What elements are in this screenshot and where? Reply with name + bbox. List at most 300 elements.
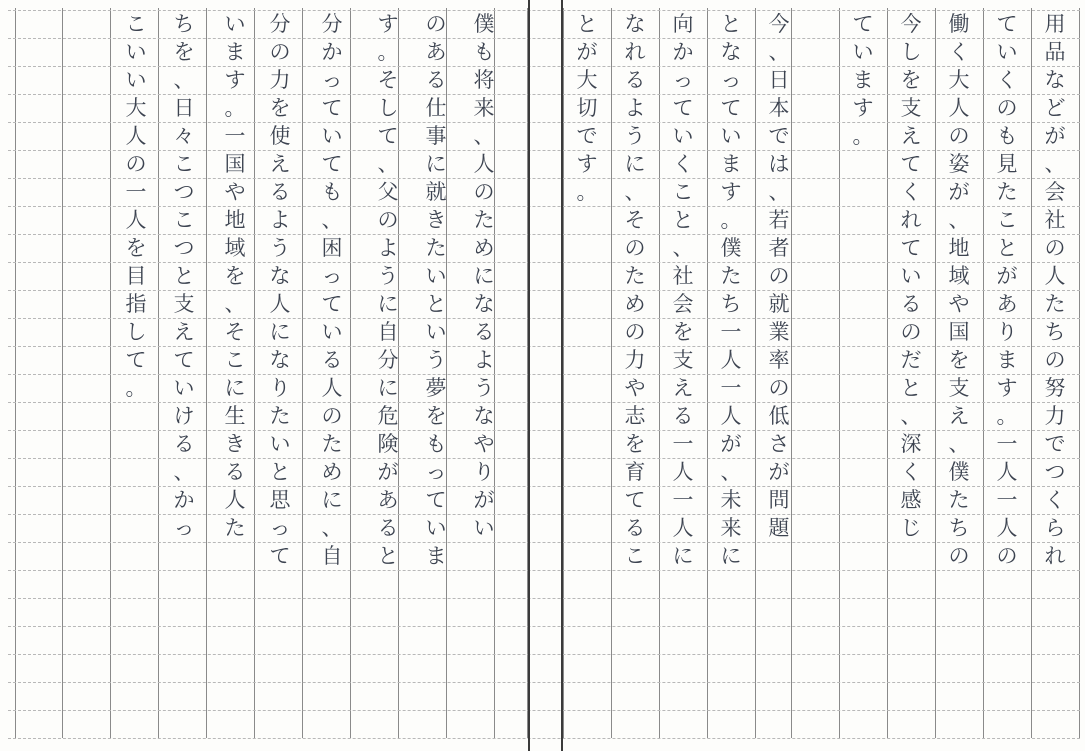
manuscript-char: 未 [720,488,742,512]
manuscript-char: 向 [672,12,694,36]
manuscript-char: て [672,96,694,120]
page-gutter-right [561,0,563,751]
manuscript-char: よ [473,348,495,372]
manuscript-char: 問 [768,488,790,512]
manuscript-char: 生 [224,404,246,428]
manuscript-char: 努 [1044,376,1066,400]
grid-column-line [935,8,936,738]
manuscript-char: こ [624,544,646,568]
manuscript-char: て [269,544,291,568]
right-page-column-5 [841,10,885,738]
manuscript-char: を [948,348,970,372]
grid-column-line [110,8,111,738]
manuscript-char: の [1044,236,1066,260]
manuscript-char: が [1044,124,1066,148]
manuscript-char: っ [173,516,195,540]
manuscript-char: 、 [321,516,343,540]
manuscript-char: も [473,40,495,64]
manuscript-char: 、 [473,124,495,148]
manuscript-char: か [672,40,694,64]
manuscript-char: ま [852,68,874,92]
manuscript-char: て [624,488,646,512]
grid-column-line [659,8,660,738]
manuscript-char: 用 [1044,12,1066,36]
manuscript-char: き [224,432,246,456]
grid-column-line [1031,8,1032,738]
manuscript-char: て [377,124,399,148]
manuscript-char: 僕 [948,460,970,484]
manuscript-char: ま [720,152,742,176]
manuscript-char: め [321,460,343,484]
manuscript-char: 分 [321,12,343,36]
manuscript-char: い [425,320,447,344]
manuscript-char: の [269,40,291,64]
right-page-column-7 [757,10,801,738]
manuscript-char: 、 [1044,152,1066,176]
manuscript-char: 社 [1044,208,1066,232]
manuscript-char: 人 [996,460,1018,484]
manuscript-char: 力 [269,68,291,92]
manuscript-char: た [224,516,246,540]
manuscript-char: る [425,68,447,92]
manuscript-char: と [173,264,195,288]
manuscript-char: 僕 [720,236,742,260]
manuscript-char: ち [1044,320,1066,344]
manuscript-char: に [624,152,646,176]
manuscript-char: ち [948,516,970,540]
manuscript-char: が [996,264,1018,288]
manuscript-char: 今 [768,12,790,36]
manuscript-char: る [321,348,343,372]
manuscript-char: の [125,152,147,176]
right-page-column-1 [1033,10,1077,738]
manuscript-char: 支 [948,376,970,400]
manuscript-char: の [473,180,495,204]
manuscript-char: 題 [768,516,790,540]
manuscript-char: し [125,320,147,344]
manuscript-char: う [425,348,447,372]
manuscript-char: 大 [576,68,598,92]
manuscript-char: あ [377,488,399,512]
manuscript-char: 僕 [473,12,495,36]
manuscript-char: が [948,180,970,204]
manuscript-char: い [425,264,447,288]
manuscript-char: 。 [996,404,1018,428]
manuscript-char: 地 [224,208,246,232]
manuscript-char: 一 [996,432,1018,456]
manuscript-char: 人 [321,376,343,400]
manuscript-char: く [900,460,922,484]
manuscript-char: た [996,180,1018,204]
right-page-column-9 [661,10,705,738]
manuscript-char: た [425,236,447,260]
manuscript-char: そ [224,320,246,344]
left-page-column-7 [162,10,206,738]
manuscript-char: の [768,376,790,400]
manuscript-char: っ [672,68,694,92]
manuscript-char: な [269,264,291,288]
manuscript-char: の [1044,348,1066,372]
manuscript-char: 々 [173,124,195,148]
manuscript-char: 者 [768,236,790,260]
manuscript-char: を [173,40,195,64]
manuscript-char: 使 [269,124,291,148]
manuscript-char: 、 [173,460,195,484]
grid-column-line [887,8,888,738]
manuscript-char: 一 [672,432,694,456]
manuscript-char: え [672,376,694,400]
manuscript-char: 感 [900,488,922,512]
manuscript-char: 人 [269,292,291,316]
manuscript-char: 人 [672,516,694,540]
manuscript-char: 困 [321,236,343,260]
manuscript-char: ち [173,12,195,36]
grid-column-line [206,8,207,738]
manuscript-char: 人 [1044,264,1066,288]
manuscript-char: 。 [377,40,399,64]
manuscript-char: っ [321,68,343,92]
manuscript-char: 人 [125,124,147,148]
manuscript-char: 。 [224,96,246,120]
manuscript-char: 来 [473,96,495,120]
manuscript-char: き [425,208,447,232]
manuscript-char: 志 [624,404,646,428]
manuscript-char: 。 [720,208,742,232]
manuscript-char: 大 [948,68,970,92]
left-page-column-5 [258,10,302,738]
manuscript-char: た [321,432,343,456]
manuscript-char: る [624,516,646,540]
manuscript-char: 一 [125,180,147,204]
manuscript-char: の [768,264,790,288]
manuscript-char: の [377,208,399,232]
manuscript-char: る [173,432,195,456]
manuscript-char: い [269,432,291,456]
manuscript-char: う [377,264,399,288]
manuscript-char: こ [996,208,1018,232]
manuscript-char: よ [269,208,291,232]
manuscript-char: の [321,404,343,428]
manuscript-char: 人 [720,348,742,372]
manuscript-char: く [900,180,922,204]
manuscript-char: う [269,236,291,260]
left-page-column-8 [114,10,158,738]
manuscript-char: え [173,320,195,344]
grid-column-line [983,8,984,738]
manuscript-char: く [996,68,1018,92]
grid-column-line [62,8,63,738]
manuscript-char: 低 [768,404,790,428]
manuscript-char: を [672,320,694,344]
manuscript-char: 人 [125,208,147,232]
manuscript-char: い [996,40,1018,64]
manuscript-char: て [125,348,147,372]
left-page-column-4 [310,10,354,738]
manuscript-char: な [269,348,291,372]
manuscript-char: 険 [377,432,399,456]
manuscript-char: る [624,68,646,92]
manuscript-char: く [1044,488,1066,512]
manuscript-char: 支 [900,96,922,120]
manuscript-char: え [269,152,291,176]
manuscript-char: こ [224,348,246,372]
manuscript-char: る [377,516,399,540]
manuscript-char: ま [996,348,1018,372]
manuscript-char: っ [321,264,343,288]
manuscript-char: 一 [720,320,742,344]
manuscript-char: う [473,376,495,400]
manuscript-char: 将 [473,68,495,92]
manuscript-char: 域 [948,264,970,288]
manuscript-char: そ [624,208,646,232]
manuscript-char: 思 [269,488,291,512]
manuscript-char: の [624,320,646,344]
right-page-column-2 [985,10,1029,738]
manuscript-char: す [377,12,399,36]
manuscript-char: の [900,320,922,344]
manuscript-char: て [321,152,343,176]
manuscript-char: う [624,124,646,148]
manuscript-char: か [173,488,195,512]
manuscript-char: つ [1044,460,1066,484]
grid-column-line [755,8,756,738]
manuscript-char: い [473,516,495,540]
manuscript-char: の [948,124,970,148]
manuscript-char: 一 [720,376,742,400]
manuscript-char: の [996,96,1018,120]
manuscript-char: 本 [768,96,790,120]
manuscript-char: た [624,264,646,288]
manuscript-char: 業 [768,320,790,344]
manuscript-char: な [624,12,646,36]
manuscript-char: れ [1044,544,1066,568]
manuscript-char: 人 [720,404,742,428]
manuscript-char: て [321,292,343,316]
manuscript-char: 日 [768,68,790,92]
manuscript-char: 大 [125,96,147,120]
manuscript-char: 。 [125,376,147,400]
manuscript-char: 就 [768,292,790,316]
manuscript-char: 分 [269,12,291,36]
manuscript-char: で [768,124,790,148]
manuscript-char: や [624,376,646,400]
manuscript-char: 国 [948,320,970,344]
manuscript-char: 域 [224,236,246,260]
manuscript-char: に [720,544,742,568]
manuscript-char: が [576,40,598,64]
manuscript-char: 、 [948,208,970,232]
manuscript-char: 、 [224,292,246,316]
manuscript-char: 社 [672,264,694,288]
manuscript-char: 切 [576,96,598,120]
manuscript-char: っ [425,460,447,484]
manuscript-char: 仕 [425,96,447,120]
manuscript-char: 見 [996,152,1018,176]
manuscript-char: 人 [672,460,694,484]
manuscript-char: く [948,40,970,64]
manuscript-char: る [900,292,922,316]
manuscript-char: 働 [948,12,970,36]
manuscript-char: 事 [425,124,447,148]
manuscript-char: つ [173,236,195,260]
manuscript-char: い [125,40,147,64]
manuscript-char: と [377,544,399,568]
left-page-column-2 [414,10,458,738]
manuscript-char: つ [173,180,195,204]
manuscript-char: る [269,180,291,204]
manuscript-char: り [473,460,495,484]
manuscript-char: 、 [720,460,742,484]
manuscript-char: い [720,124,742,148]
manuscript-char: 今 [900,12,922,36]
manuscript-char: の [996,544,1018,568]
manuscript-char: に [224,376,246,400]
manuscript-char: の [425,12,447,36]
grid-column-line [611,8,612,738]
manuscript-char: て [173,348,195,372]
manuscript-char: す [224,68,246,92]
manuscript-char: す [720,180,742,204]
manuscript-char: 夢 [425,376,447,400]
manuscript-char: れ [624,40,646,64]
manuscript-char: し [900,40,922,64]
manuscript-char: て [425,488,447,512]
manuscript-char: け [173,404,195,428]
manuscript-char: 一 [996,488,1018,512]
manuscript-char: で [576,124,598,148]
manuscript-char: に [377,376,399,400]
manuscript-char: と [720,12,742,36]
grid-column-line [15,8,16,738]
manuscript-char: て [996,12,1018,36]
manuscript-char: し [377,96,399,120]
manuscript-char: い [425,516,447,540]
manuscript-char: あ [425,40,447,64]
manuscript-char: に [321,488,343,512]
manuscript-char: 人 [224,488,246,512]
manuscript-char: 。 [852,124,874,148]
manuscript-char: ち [720,292,742,316]
manuscript-char: 深 [900,432,922,456]
manuscript-char: た [473,208,495,232]
right-page-column-10 [613,10,657,738]
manuscript-char: た [269,404,291,428]
manuscript-char: た [720,264,742,288]
manuscript-char: に [269,320,291,344]
manuscript-char: 分 [377,348,399,372]
manuscript-char: え [948,404,970,428]
manuscript-char: 指 [125,292,147,316]
manuscript-char: 力 [1044,404,1066,428]
manuscript-char: 、 [321,208,343,232]
manuscript-char: い [852,40,874,64]
manuscript-char: る [473,320,495,344]
grid-row-line [8,738,1080,739]
manuscript-char: な [473,292,495,316]
manuscript-char: と [576,12,598,36]
manuscript-char: に [377,292,399,316]
manuscript-char: で [1044,432,1066,456]
manuscript-char: 若 [768,208,790,232]
manuscript-char: じ [900,516,922,540]
manuscript-char: い [125,68,147,92]
manuscript-char: 、 [173,68,195,92]
manuscript-char: 自 [321,544,343,568]
manuscript-char: 国 [224,152,246,176]
manuscript-char: を [425,404,447,428]
manuscript-char: も [996,124,1018,148]
manuscript-char: り [269,376,291,400]
manuscript-char: よ [377,236,399,260]
manuscript-char: ど [1044,96,1066,120]
manuscript-char: よ [624,96,646,120]
manuscript-char: に [672,544,694,568]
manuscript-char: を [224,264,246,288]
manuscript-char: な [473,404,495,428]
manuscript-char: て [900,152,922,176]
manuscript-char: と [900,376,922,400]
manuscript-char: 、 [377,152,399,176]
manuscript-char: い [672,124,694,148]
manuscript-char: ま [425,544,447,568]
left-page-column-6 [213,10,257,738]
manuscript-char: す [996,376,1018,400]
manuscript-char: や [224,180,246,204]
manuscript-char: そ [377,68,399,92]
manuscript-char: す [852,96,874,120]
manuscript-char: は [768,152,790,176]
manuscript-char: 一 [672,488,694,512]
manuscript-char: 支 [672,348,694,372]
manuscript-char: い [900,264,922,288]
manuscript-char: 育 [624,460,646,484]
manuscript-char: い [224,12,246,36]
manuscript-char: た [1044,292,1066,316]
manuscript-char: が [768,460,790,484]
grid-column-line [1079,8,1080,738]
manuscript-char: り [996,320,1018,344]
manuscript-char: い [321,320,343,344]
right-page-column-4 [889,10,933,738]
manuscript-char: と [269,460,291,484]
grid-column-line [563,8,564,738]
manuscript-char: 父 [377,180,399,204]
manuscript-char: っ [269,516,291,540]
manuscript-char: に [425,152,447,176]
manuscript-char: め [624,292,646,316]
manuscript-char: て [852,12,874,36]
right-page-column-3 [937,10,981,738]
manuscript-char: す [576,152,598,176]
manuscript-char: だ [900,348,922,372]
manuscript-char: 、 [768,180,790,204]
manuscript-char: い [173,376,195,400]
manuscript-char: 。 [576,180,598,204]
manuscript-char: さ [768,432,790,456]
manuscript-char: 支 [173,292,195,316]
manuscript-char: 目 [125,264,147,288]
manuscript-char: 人 [473,152,495,176]
manuscript-char: 、 [900,404,922,428]
grid-column-line [302,8,303,738]
manuscript-char: ま [224,40,246,64]
manuscript-char: 自 [377,320,399,344]
manuscript-char: 人 [948,96,970,120]
manuscript-char: を [624,432,646,456]
manuscript-char: の [624,236,646,260]
manuscript-char: か [321,40,343,64]
manuscript-char: る [672,404,694,428]
